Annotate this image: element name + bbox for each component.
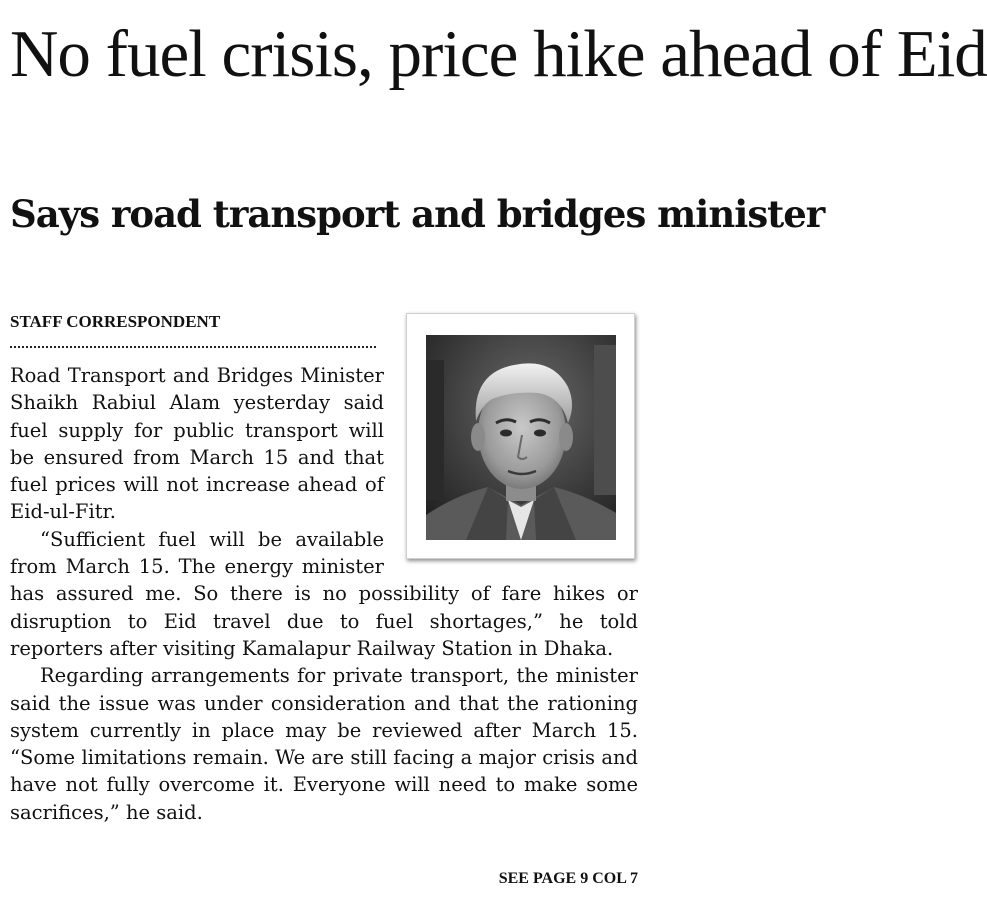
continuation-reference: SEE PAGE 9 COL 7 (498, 870, 638, 887)
byline: STAFF CORRESPONDENT (10, 312, 221, 331)
article-paragraph: Regarding arrangements for private transport, the minister said the issue was under consideration and that the rationing system currently in place may be reviewed after March 15. “Some limitations remain. We are still facing a major crisis and have not fully overcome it. Everyone will need to make some sacrifices,” he said. (10, 664, 638, 824)
article-paragraph: “Sufficient fuel will be available from March 15. The energy minister has assured me. So there is no possibility of fare hikes or disruption to Eid travel due to fuel shortages,” he told reporters after visiting Kamalapur Railway Station in Dhaka. (10, 527, 638, 660)
article-paragraph: Road Transport and Bridges Minister Shaikh Rabiul Alam yesterday said fuel supply for public transport will be ensured from March 15 and that fuel prices will not increase ahead of Eid-ul-Fitr. (10, 364, 384, 524)
article-body (10, 362, 638, 826)
photo-text-wrap-spacer (384, 362, 638, 580)
byline-dotted-divider (10, 346, 376, 348)
headline: No fuel crisis, price hike ahead of Eid (10, 17, 987, 91)
subheadline: Says road transport and bridges minister (10, 192, 825, 236)
